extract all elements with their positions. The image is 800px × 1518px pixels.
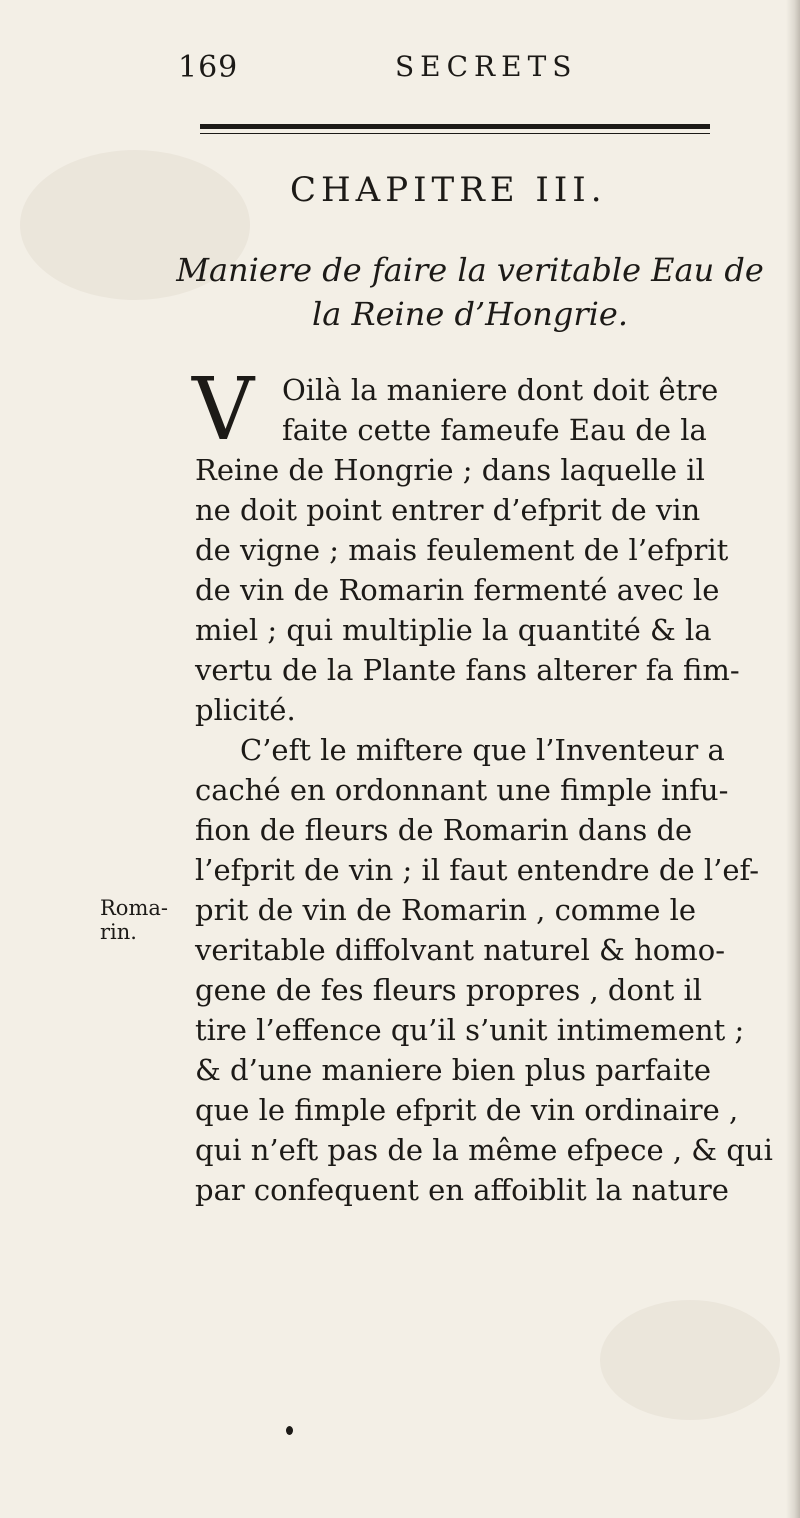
chapter-subtitle-line-2: la Reine d’Hongrie. — [311, 295, 629, 333]
text-line: par confequent en affoiblit la nature — [195, 1173, 729, 1207]
text-line: C’eft le miftere que l’Inventeur a — [240, 733, 725, 767]
text-line: caché en ordonnant une fimple infu- — [195, 773, 729, 807]
text-line: que le fimple efprit de vin ordinaire , — [195, 1093, 739, 1127]
header-rule — [200, 124, 710, 129]
text-line: veritable diffolvant naturel & homo- — [195, 933, 725, 967]
margin-note-line-1: Roma- — [100, 896, 168, 920]
text-line: tire l’effence qu’il s’unit intimement ; — [195, 1013, 745, 1047]
ink-dot — [286, 1426, 293, 1435]
text-line: vertu de la Plante fans alterer fa fim- — [195, 653, 740, 687]
text-line: faite cette fameufe Eau de la — [282, 413, 707, 447]
text-line: gene de fes fleurs propres , dont il — [195, 973, 703, 1007]
drop-cap: V — [192, 360, 255, 460]
text-line: l’efprit de vin ; il faut entendre de l’ef- — [195, 853, 760, 887]
text-line: & d’une maniere bien plus parfaite — [195, 1053, 712, 1087]
chapter-subtitle-line-1: Maniere de faire la veritable Eau de — [176, 251, 764, 289]
chapter-heading: CHAPITRE III. — [290, 170, 607, 210]
text-line: de vin de Romarin fermenté avec le — [195, 573, 720, 607]
text-line: Reine de Hongrie ; dans laquelle il — [195, 453, 705, 487]
text-line: ne doit point entrer d’efprit de vin — [195, 493, 701, 527]
text-line: Oilà la maniere dont doit être — [282, 373, 719, 407]
page-edge-shadow — [786, 0, 800, 1518]
margin-note-line-2: rin. — [100, 920, 137, 944]
header-rule-thin — [200, 133, 710, 134]
text-line: de vigne ; mais feulement de l’efprit — [195, 533, 729, 567]
page-number: 169 — [178, 50, 239, 85]
paper-stain — [600, 1300, 780, 1420]
text-line: plicité. — [195, 693, 296, 727]
text-line: miel ; qui multiplie la quantité & la — [195, 613, 712, 647]
running-head: SECRETS — [395, 50, 578, 83]
text-line: prit de vin de Romarin , comme le — [195, 893, 697, 927]
text-line: qui n’eft pas de la même efpece , & qui — [195, 1133, 773, 1167]
text-line: fion de fleurs de Romarin dans de — [195, 813, 693, 847]
